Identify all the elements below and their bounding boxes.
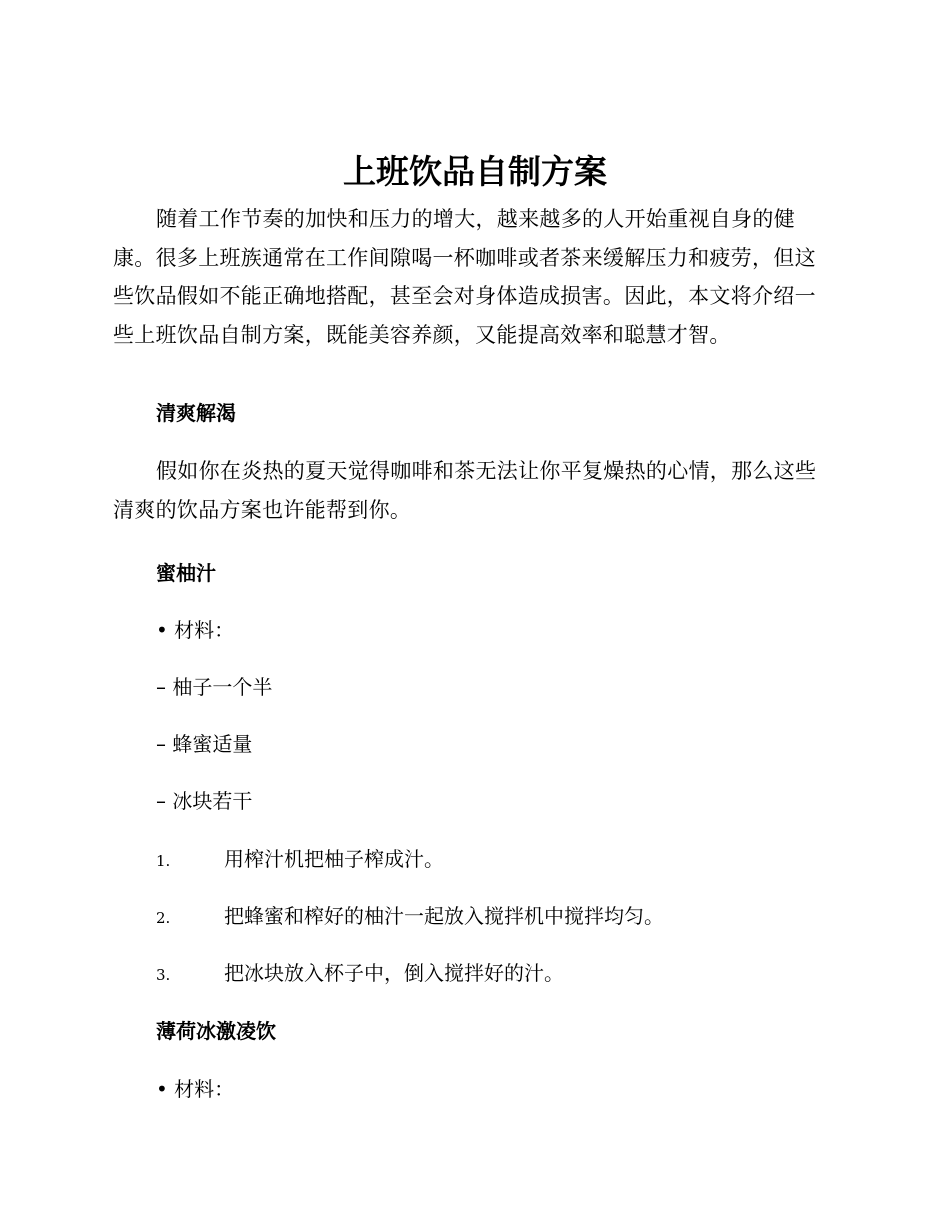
step-item bbox=[156, 844, 444, 876]
step-item bbox=[156, 958, 564, 990]
step-text: 把冰块放入杯子中，倒入搅拌好的汁。 bbox=[224, 961, 564, 985]
ingredient-item: – 冰块若干 bbox=[156, 789, 253, 813]
ingredient-item: – 柚子一个半 bbox=[156, 675, 273, 699]
section-paragraph: 假如你在炎热的夏天觉得咖啡和茶无法让你平复燥热的心情，那么这些清爽的饮品方案也许能帮到你。 bbox=[113, 459, 817, 522]
page-title: 上班饮品自制方案 bbox=[343, 152, 607, 191]
step-number: 3. bbox=[156, 966, 171, 984]
intro-paragraph: 随着工作节奏的加快和压力的增大，越来越多的人开始重视自身的健康。很多上班族通常在工作间隙喝一杯咖啡或者茶来缓解压力和疲劳，但这些饮品假如不能正确地搭配，甚至会对身体造成损害。因此，本文将介绍一些上班饮品自制方案，既能美容养颜，又能提高效率和聪慧才智。 bbox=[113, 207, 816, 347]
step-text: 用榨汁机把柚子榨成汁。 bbox=[224, 847, 444, 871]
recipe-title-honey-pomelo: 蜜柚汁 bbox=[156, 561, 216, 585]
ingredient-item: – 蜂蜜适量 bbox=[156, 732, 253, 756]
recipe-title-mint-icecream: 薄荷冰激凌饮 bbox=[156, 1019, 276, 1043]
materials-label: • 材料： bbox=[156, 618, 235, 642]
materials-label: • 材料： bbox=[156, 1077, 235, 1101]
step-number: 1. bbox=[156, 852, 171, 870]
step-number: 2. bbox=[156, 909, 171, 927]
step-item bbox=[156, 901, 664, 933]
section-heading: 清爽解渴 bbox=[156, 401, 236, 425]
step-text: 把蜂蜜和榨好的柚汁一起放入搅拌机中搅拌均匀。 bbox=[224, 904, 664, 928]
